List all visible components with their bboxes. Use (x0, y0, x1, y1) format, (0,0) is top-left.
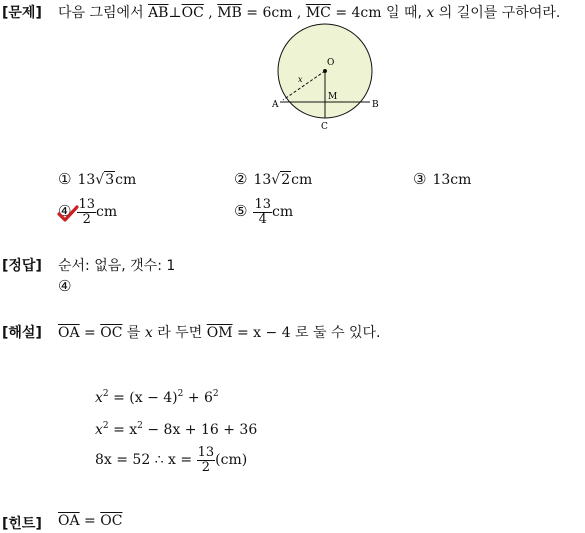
eq1-exp-1: 2 (102, 389, 109, 399)
circle-figure (268, 18, 388, 136)
hint-equals: = (84, 513, 96, 529)
choice-4-unit: cm (96, 204, 118, 221)
eq2-exp-1: 2 (102, 421, 109, 431)
choice-4-fraction (77, 198, 96, 226)
answer-meta: 순서: 없음, 갯수: 1 (58, 258, 176, 274)
eq1-rhs-b: + 6 (187, 390, 213, 406)
choice-5[interactable] (234, 198, 293, 226)
choice-5-denominator: 4 (258, 211, 267, 227)
label-c: C (321, 122, 328, 132)
eq1-lhs: x (95, 390, 103, 406)
hint-segment-oc: $\overline{OC}$ (100, 513, 123, 529)
separator: , (208, 5, 213, 21)
exp-equals: = (84, 325, 96, 341)
mc-value: = 4cm (335, 5, 382, 21)
choice-1-number: ① (58, 170, 72, 188)
eq1-exp-2: 2 (177, 389, 184, 399)
choice-3[interactable] (413, 170, 471, 188)
equation-1 (95, 390, 219, 406)
choice-1[interactable]: ① 13√3cm (58, 170, 137, 188)
choice-5-fraction (253, 198, 272, 226)
perpendicular-symbol: ⊥ (168, 5, 182, 21)
choice-1-radicand: 3 (105, 172, 115, 188)
eq3-fraction (197, 446, 216, 474)
equation-2 (95, 422, 257, 438)
choice-2-unit: cm (291, 172, 313, 188)
label-a: A (272, 100, 279, 110)
exp-segment-oa: $\overline{OA}$ (58, 325, 80, 341)
eq3-numerator: 13 (197, 445, 215, 460)
checkmark-icon (56, 204, 80, 224)
exp-segment-om: $\overline{OM}$ (206, 325, 233, 341)
answer-choice: ④ (58, 277, 72, 295)
label-o: O (327, 58, 335, 68)
eq2-exp-2: 2 (137, 421, 143, 431)
eq3-unit: (cm) (215, 452, 248, 469)
segment-mc: $\overline{MC}$ (305, 5, 331, 21)
question-end: 의 길이를 구하여라. (438, 5, 561, 21)
choice-2-number: ② (234, 170, 248, 188)
variable-x: x (426, 5, 435, 21)
eq3-denominator: 2 (201, 459, 210, 475)
eq1-rhs-a: = (x − 4) (113, 390, 178, 406)
segment-mb: $\overline{MB}$ (217, 5, 242, 21)
eq2-rhs-a: = x (113, 422, 138, 438)
answer-tag: [정답] (2, 258, 42, 274)
exp-variable-x: x (144, 325, 153, 341)
exp-text-2: 라 두면 (157, 325, 203, 341)
eq2-rhs-b: − 8x + 16 + 36 (147, 422, 258, 438)
choice-2-coef: 13 (253, 172, 272, 188)
question-mid: 일 때, (386, 5, 422, 21)
eq3-text: 8x = 52 ∴ x = (95, 452, 193, 469)
choice-5-number: ⑤ (234, 202, 248, 221)
question-prefix: 다음 그림에서 (58, 5, 144, 21)
problem-tag: [문제] (2, 5, 42, 21)
choice-5-numerator: 13 (254, 197, 271, 212)
explanation-tag: [해설] (2, 325, 42, 341)
choice-4-number: ④ (58, 202, 72, 221)
explanation-text (58, 322, 380, 342)
choice-4-numerator: 13 (78, 197, 95, 212)
choice-3-number: ③ (413, 170, 427, 188)
hint-text (58, 513, 122, 529)
exp-text-1: 를 (126, 325, 141, 341)
exp-text-3: 로 둘 수 있다. (295, 325, 381, 341)
hint-tag: [힌트] (2, 516, 42, 532)
mb-value: = 6cm , (246, 5, 302, 21)
choice-2[interactable]: ② 13√2cm (234, 170, 313, 188)
center-point (323, 69, 327, 73)
segment-oc: $\overline{OC}$ (181, 5, 204, 21)
choice-1-unit: cm (115, 172, 137, 188)
choice-2-radicand: 2 (281, 172, 291, 188)
label-b: B (372, 100, 379, 110)
label-m: M (328, 92, 338, 102)
exp-segment-oc: $\overline{OC}$ (100, 325, 123, 341)
hint-segment-oa: $\overline{OA}$ (58, 513, 80, 529)
label-x: x (298, 75, 303, 84)
choice-4-denominator: 2 (82, 211, 91, 227)
segment-ab: $\overline{AB}$ (148, 5, 169, 21)
choice-1-coef: 13 (77, 172, 96, 188)
eq2-lhs: x (95, 422, 103, 438)
choice-3-value: 13cm (432, 172, 472, 188)
choice-5-unit: cm (272, 204, 294, 221)
exp-om-value: = x − 4 (236, 325, 291, 341)
equation-3 (95, 446, 247, 474)
eq1-exp-3: 2 (212, 389, 219, 399)
